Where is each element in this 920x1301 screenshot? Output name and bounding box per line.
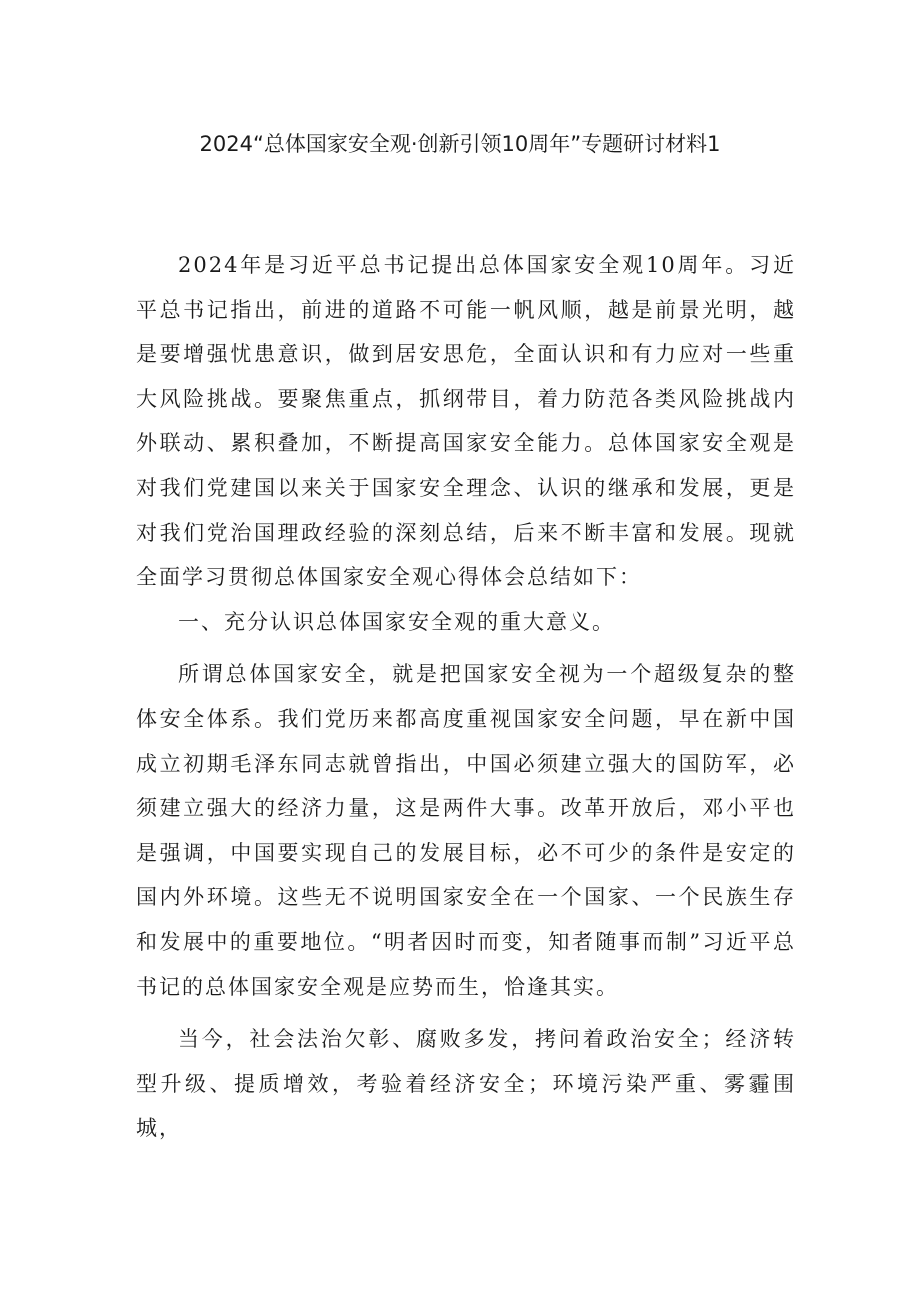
paragraph-intro: 2024年是习近平总书记提出总体国家安全观10周年。习近平总书记指出，前进的道路不可能一帆风顺，越是前景光明，越是要增强忧患意识，做到居安思危，全面认识和有力应对一些重大风险挑战。要聚焦重点，抓纲带目，着力防范各类风险挑战内外联动、累积叠加，不断提高国家安全能力。总体国家安全观是对我们党建国以来关于国家安全理念、认识的继承和发展，更是对我们党治国理政经验的深刻总结，后来不断丰富和发展。现就全面学习贯彻总体国家安全观心得体会总结如下： [136, 253, 796, 590]
paragraph-section-heading: 一、充分认识总体国家安全观的重大意义。 [178, 609, 615, 634]
paragraph-current-situation: 当今，社会法治欠彰、腐败多发，拷问着政治安全；经济转型升级、提质增效，考验着经济安全；环境污染严重、雾霾围城， [136, 1027, 796, 1141]
paragraph-overall-security: 所谓总体国家安全，就是把国家安全视为一个超级复杂的整体安全体系。我们党历来都高度重视国家安全问题，早在新中国成立初期毛泽东同志就曾指出，中国必须建立强大的国防军，必须建立强大的经济力量，这是两件大事。改革开放后，邓小平也是强调，中国要实现自己的发展目标，必不可少的条件是安定的国内外环境。这些无不说明国家安全在一个国家、一个民族生存和发展中的重要地位。“明者因时而变，知者随事而制”习近平总书记的总体国家安全观是应势而生，恰逢其实。 [136, 662, 796, 999]
document-body [136, 243, 796, 1151]
document-title: 2024“总体国家安全观·创新引领10周年”专题研讨材料1 [199, 132, 721, 156]
